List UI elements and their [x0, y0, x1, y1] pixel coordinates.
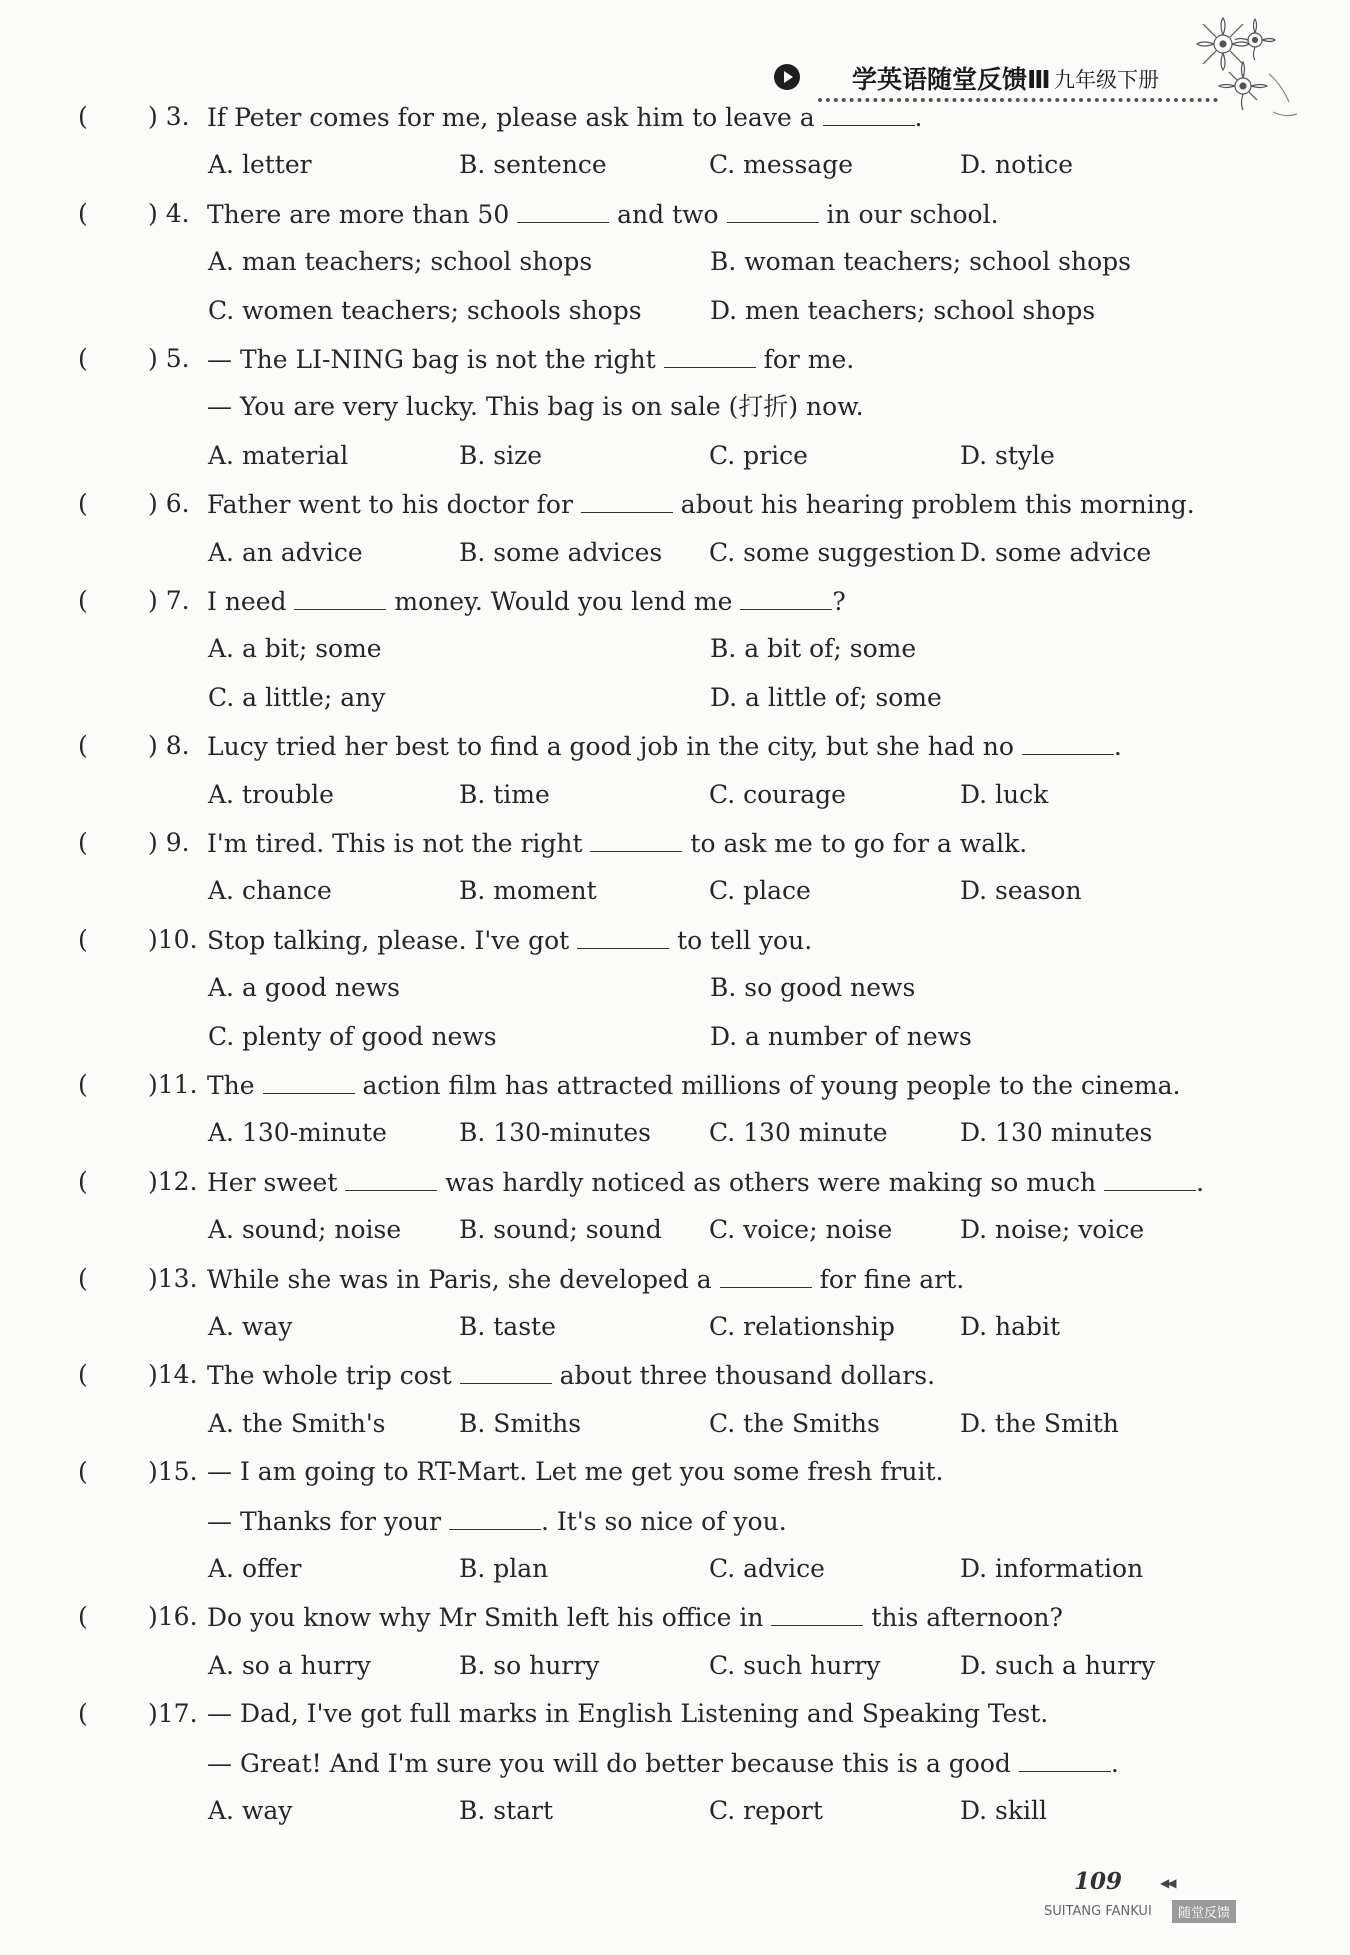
question-number: ) 3. — [148, 102, 190, 131]
question-row — [0, 97, 1350, 137]
answer-paren-open: ( — [78, 586, 88, 615]
answer-option[interactable]: A. trouble — [208, 779, 334, 809]
stem-text: Her sweet — [207, 1167, 346, 1197]
question-number: )12. — [148, 1166, 198, 1196]
question-stem — [207, 823, 1027, 864]
stem-text: There are more than 50 — [207, 199, 518, 229]
answer-option[interactable]: C. advice — [709, 1554, 825, 1583]
question-stem — [207, 581, 846, 622]
stem-text: The — [207, 1071, 263, 1100]
question-stem — [207, 1355, 935, 1396]
answer-paren-open: ( — [78, 1699, 88, 1729]
stem-text: — Thanks for your — [207, 1506, 450, 1536]
answer-option[interactable]: C. relationship — [709, 1312, 895, 1341]
footer-badge: 随堂反馈 — [1172, 1900, 1236, 1923]
question-number: ) 6. — [148, 489, 190, 519]
question-row-continued — [0, 1501, 1350, 1541]
answer-blank[interactable] — [823, 97, 915, 126]
stem-text: ? — [832, 587, 846, 616]
answer-option[interactable]: C. the Smiths — [709, 1408, 880, 1438]
question-row — [0, 339, 1350, 379]
answer-blank[interactable] — [449, 1501, 541, 1530]
options-row — [0, 629, 1350, 669]
options-row — [0, 436, 1350, 476]
question-number: )10. — [148, 924, 198, 954]
options-row — [0, 678, 1350, 718]
question-number: )11. — [148, 1070, 198, 1099]
stem-text: action film has attracted millions of young people to the cinema. — [354, 1071, 1181, 1100]
question-stem — [207, 484, 1195, 525]
answer-option[interactable]: D. notice — [960, 150, 1074, 180]
answer-blank[interactable] — [581, 484, 673, 513]
answer-blank[interactable] — [771, 1597, 863, 1626]
question-stem — [207, 194, 999, 235]
answer-option[interactable]: C. such hurry — [709, 1650, 881, 1680]
answer-option[interactable]: A. way — [208, 1312, 293, 1341]
answer-option[interactable]: B. sentence — [459, 150, 607, 180]
answer-option[interactable]: A. way — [208, 1796, 293, 1825]
question-stem — [207, 1694, 1048, 1734]
answer-option[interactable]: B. Smiths — [459, 1408, 582, 1438]
answer-option[interactable]: A. a good news — [208, 973, 400, 1003]
stem-text: — Great! And I'm sure you will do better because this is a good — [207, 1748, 1019, 1778]
answer-option[interactable]: A. chance — [208, 876, 332, 906]
answer-blank[interactable] — [460, 1355, 552, 1384]
question-number: )15. — [148, 1457, 198, 1487]
answer-option[interactable]: B. 130-minutes — [459, 1118, 652, 1148]
answer-option[interactable]: C. courage — [709, 779, 846, 809]
question-stem — [207, 97, 923, 138]
play-icon — [774, 64, 800, 90]
answer-paren-open: ( — [78, 1457, 88, 1487]
answer-option[interactable]: D. luck — [960, 779, 1049, 809]
answer-paren-open: ( — [78, 489, 88, 519]
answer-option[interactable]: A. letter — [208, 150, 312, 180]
stem-text: and two — [609, 199, 727, 229]
arrow-left-icon: ◀◀ — [1160, 1876, 1175, 1890]
question-row — [0, 1597, 1350, 1637]
page-footer — [1040, 1868, 1270, 1928]
answer-option[interactable]: B. sound; sound — [459, 1215, 662, 1245]
book-title: 学英语随堂反馈Ⅲ — [852, 65, 1051, 94]
question-number: )16. — [148, 1602, 198, 1632]
stem-text: . — [1110, 1748, 1119, 1778]
answer-option[interactable]: C. report — [709, 1796, 823, 1825]
options-row — [0, 1017, 1350, 1057]
answer-option[interactable]: C. women teachers; schools shops — [208, 295, 642, 325]
answer-option[interactable]: A. man teachers; school shops — [208, 247, 593, 277]
answer-paren-open: ( — [78, 1166, 88, 1196]
stem-text: to tell you. — [669, 925, 813, 955]
options-row — [0, 533, 1350, 573]
question-row — [0, 1355, 1350, 1395]
answer-option[interactable]: C. some suggestion — [709, 537, 956, 567]
answer-option[interactable]: A. sound; noise — [208, 1215, 402, 1245]
stem-text: . — [1113, 732, 1122, 762]
answer-blank[interactable] — [1022, 726, 1114, 755]
answer-option[interactable]: D. skill — [960, 1796, 1048, 1825]
options-row — [0, 145, 1350, 185]
options-row — [0, 775, 1350, 815]
question-number: ) 4. — [148, 198, 190, 228]
answer-option[interactable]: C. place — [709, 876, 811, 906]
answer-option[interactable]: B. a bit of; some — [710, 634, 917, 664]
question-row — [0, 920, 1350, 960]
answer-paren-open: ( — [78, 1360, 88, 1390]
answer-option[interactable]: D. information — [960, 1554, 1144, 1583]
stem-text: . — [914, 103, 923, 132]
question-row — [0, 1452, 1350, 1492]
stem-text: — I am going to RT-Mart. Let me get you some fresh fruit. — [207, 1457, 944, 1487]
question-row — [0, 1065, 1350, 1105]
answer-option[interactable]: A. material — [208, 440, 349, 470]
question-stem-continued — [207, 1501, 787, 1542]
footer-pinyin: SUITANG FANKUI — [1044, 1904, 1152, 1919]
answer-blank[interactable] — [1104, 1162, 1196, 1191]
answer-option[interactable]: B. moment — [459, 876, 597, 906]
answer-blank[interactable] — [263, 1065, 355, 1094]
question-number: ) 5. — [148, 344, 190, 373]
question-stem — [207, 339, 854, 380]
stem-text: Stop talking, please. I've got — [207, 925, 578, 955]
page-number: 109 — [1074, 1868, 1123, 1895]
stem-text: Father went to his doctor for — [207, 490, 581, 520]
answer-paren-open: ( — [78, 924, 88, 954]
options-row — [0, 1307, 1350, 1347]
question-number: )14. — [148, 1360, 198, 1390]
answer-option[interactable]: C. plenty of good news — [208, 1021, 497, 1051]
answer-option[interactable]: A. 130-minute — [208, 1118, 387, 1148]
answer-paren-open: ( — [78, 102, 88, 131]
answer-option[interactable]: B. size — [459, 440, 543, 470]
question-row — [0, 194, 1350, 234]
answer-option[interactable]: D. men teachers; school shops — [710, 295, 1096, 325]
answer-blank[interactable] — [740, 581, 832, 610]
stem-text: . It's so nice of you. — [541, 1506, 787, 1536]
answer-option[interactable]: D. 130 minutes — [960, 1118, 1153, 1148]
stem-text: to ask me to go for a walk. — [682, 829, 1028, 858]
stem-text: . — [1196, 1167, 1205, 1197]
options-row — [0, 242, 1350, 282]
question-row — [0, 726, 1350, 766]
question-stem — [207, 1065, 1180, 1106]
options-row — [0, 1113, 1350, 1153]
question-number: )17. — [148, 1699, 198, 1729]
answer-option[interactable]: C. message — [709, 150, 853, 180]
answer-option[interactable]: D. noise; voice — [960, 1215, 1145, 1245]
answer-option[interactable]: D. the Smith — [960, 1408, 1119, 1438]
question-number: ) 8. — [148, 731, 190, 761]
options-row — [0, 291, 1350, 331]
stem-text: Do you know why Mr Smith left his office in — [207, 1603, 772, 1633]
question-row — [0, 484, 1350, 524]
answer-option[interactable]: A. an advice — [208, 537, 363, 567]
question-row — [0, 581, 1350, 621]
stem-text: — Dad, I've got full marks in English Listening and Speaking Test. — [207, 1699, 1049, 1729]
answer-blank[interactable] — [577, 920, 669, 949]
options-row — [0, 1210, 1350, 1250]
answer-blank[interactable] — [517, 194, 609, 223]
question-row-continued — [0, 387, 1350, 427]
stem-text: money. Would you lend me — [386, 587, 741, 616]
stem-text: for fine art. — [811, 1264, 965, 1294]
stem-text: this afternoon? — [863, 1603, 1063, 1633]
answer-blank[interactable] — [1019, 1743, 1111, 1772]
answer-option[interactable]: D. such a hurry — [960, 1650, 1156, 1680]
answer-option[interactable]: B. so good news — [710, 973, 916, 1003]
stem-text: I'm tired. This is not the right — [207, 829, 591, 858]
options-row — [0, 968, 1350, 1008]
question-row — [0, 1162, 1350, 1202]
question-row — [0, 1694, 1350, 1734]
answer-option[interactable]: A. a bit; some — [208, 634, 382, 664]
answer-option[interactable]: D. habit — [960, 1312, 1061, 1341]
question-row — [0, 823, 1350, 863]
answer-option[interactable]: B. time — [459, 779, 550, 809]
book-subtitle: 九年级下册 — [1054, 68, 1159, 92]
answer-option[interactable]: D. a number of news — [710, 1021, 972, 1051]
options-row — [0, 1646, 1350, 1686]
answer-option[interactable]: C. price — [709, 440, 808, 470]
question-stem — [207, 726, 1122, 767]
question-stem-continued — [207, 1743, 1119, 1784]
options-row — [0, 871, 1350, 911]
answer-paren-open: ( — [78, 828, 88, 857]
answer-option[interactable]: D. some advice — [960, 537, 1152, 567]
answer-blank[interactable] — [664, 339, 756, 368]
question-stem — [207, 1452, 944, 1492]
stem-text: for me. — [755, 345, 855, 374]
stem-text: If Peter comes for me, please ask him to leave a — [207, 103, 823, 132]
answer-option[interactable]: A. so a hurry — [208, 1650, 371, 1680]
answer-blank[interactable] — [720, 1259, 812, 1288]
question-number: )13. — [148, 1263, 198, 1293]
question-stem — [207, 920, 812, 961]
options-row — [0, 1791, 1350, 1831]
answer-option[interactable]: B. so hurry — [459, 1650, 600, 1680]
answer-paren-open: ( — [78, 344, 88, 373]
question-stem — [207, 1162, 1204, 1203]
stem-text: The whole trip cost — [207, 1361, 460, 1391]
question-stem — [207, 1597, 1063, 1638]
stem-text: I need — [207, 587, 295, 616]
answer-paren-open: ( — [78, 198, 88, 228]
answer-option[interactable]: B. woman teachers; school shops — [710, 247, 1131, 277]
question-row — [0, 1259, 1350, 1299]
answer-paren-open: ( — [78, 1263, 88, 1293]
answer-option[interactable]: B. plan — [459, 1554, 549, 1583]
stem-text: Lucy tried her best to find a good job in the city, but she had no — [207, 732, 1022, 762]
answer-paren-open: ( — [78, 731, 88, 761]
question-stem-continued: — You are very lucky. This bag is on sale (打折) now. — [207, 392, 864, 422]
stem-text: While she was in Paris, she developed a — [207, 1264, 720, 1294]
stem-text: about three thousand dollars. — [551, 1361, 936, 1391]
question-number: ) 7. — [148, 586, 190, 615]
answer-option[interactable]: D. season — [960, 876, 1082, 906]
options-row — [0, 1549, 1350, 1589]
answer-option[interactable]: C. voice; noise — [709, 1215, 893, 1245]
answer-blank[interactable] — [294, 581, 386, 610]
answer-option[interactable]: C. a little; any — [208, 682, 386, 712]
answer-option[interactable]: A. offer — [208, 1554, 302, 1583]
answer-paren-open: ( — [78, 1070, 88, 1099]
answer-paren-open: ( — [78, 1602, 88, 1632]
answer-blank[interactable] — [727, 194, 819, 223]
answer-option[interactable]: B. some advices — [459, 537, 663, 567]
question-stem — [207, 1259, 964, 1300]
answer-blank[interactable] — [590, 823, 682, 852]
stem-text: was hardly noticed as others were making so much — [437, 1167, 1105, 1197]
answer-option[interactable]: B. start — [459, 1796, 554, 1825]
answer-option[interactable]: D. a little of; some — [710, 682, 942, 712]
answer-option[interactable]: B. taste — [459, 1312, 556, 1341]
options-row — [0, 1404, 1350, 1444]
answer-option[interactable]: C. 130 minute — [709, 1118, 888, 1148]
answer-blank[interactable] — [345, 1162, 437, 1191]
answer-option[interactable]: D. style — [960, 440, 1055, 470]
answer-option[interactable]: A. the Smith's — [208, 1408, 386, 1438]
stem-text: in our school. — [818, 199, 999, 229]
stem-text: — The LI-NING bag is not the right — [207, 345, 664, 374]
stem-text: about his hearing problem this morning. — [672, 490, 1195, 520]
question-number: ) 9. — [148, 828, 190, 857]
question-row-continued — [0, 1743, 1350, 1783]
